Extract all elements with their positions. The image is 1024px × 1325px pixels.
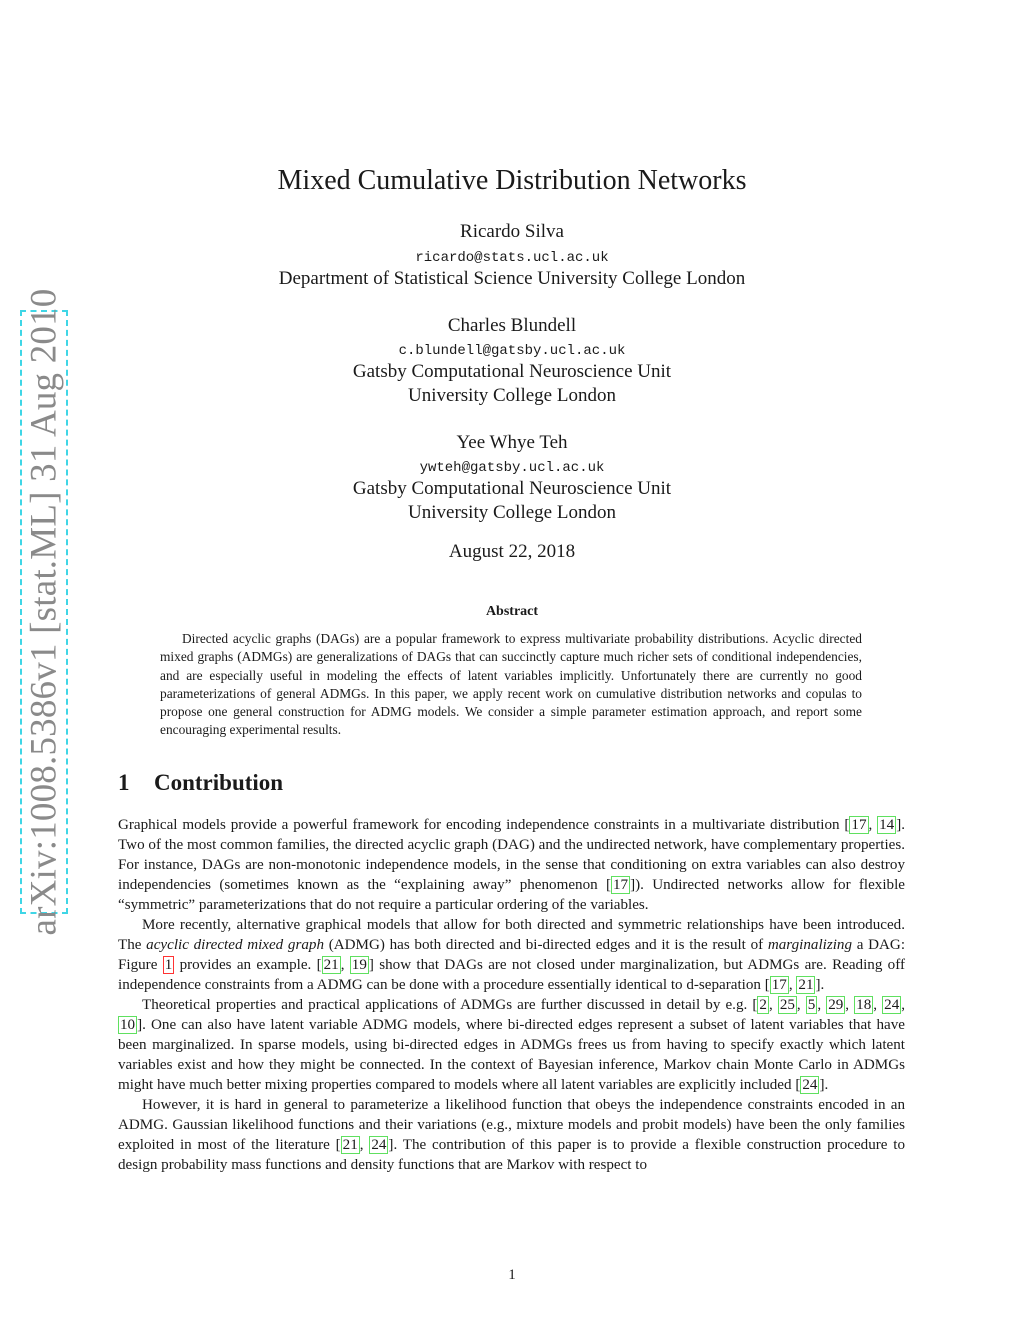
abstract — [160, 630, 862, 740]
citation-link[interactable]: 24 — [802, 1077, 818, 1093]
paragraph: Graphical models provide a powerful framework for encoding independence constraints in a multivariate distribution [ 17 , 14 ]. Two of the most common families, the directed acyclic graph (DAG) and the undirected network, have complementary properties. For instance, DAGs are non-monotonic independence models, in the sense that conditioning on extra variables can also destroy independencies (sometimes known as the “explaining away” phenomenon [ 17 ]). Undirected networks allow for flexible “symmetric” parameterizations that do not require a particular ordering of the variables. — [118, 817, 906, 913]
citation-link[interactable]: 17 — [851, 817, 867, 833]
citation-link[interactable]: 29 — [828, 997, 844, 1013]
citation-link[interactable]: 24 — [884, 997, 900, 1013]
citation-link[interactable]: 21 — [323, 957, 339, 973]
citation-link[interactable]: 14 — [879, 817, 895, 833]
paragraph: However, it is hard in general to parameterize a likelihood function that obeys the independence constraints encoded in an ADMG. Gaussian likelihood functions and their variations (e.g., mixture models and probit models) have been the only families exploited in most of the literature [ 21 , 24 ]. The contribution of this paper is to provide a flexible construction procedure to design probability mass functions and density functions that are Markov with respect to — [118, 1097, 906, 1173]
arxiv-identifier: arXiv:1008.5386v1 [stat.ML] 31 Aug 2010 — [23, 288, 65, 936]
author-name: Yee Whye Teh — [456, 432, 568, 453]
citation-link[interactable]: 10 — [120, 1017, 136, 1033]
author-email: c.blundell@gatsby.ucl.ac.uk — [398, 343, 626, 359]
page-number: 1 — [508, 1267, 516, 1283]
paper-date: August 22, 2018 — [448, 541, 576, 562]
section-heading — [118, 770, 283, 796]
citation-link[interactable]: 5 — [807, 997, 816, 1013]
citation-link[interactable]: 17 — [771, 977, 787, 993]
paragraph: Theoretical properties and practical applications of ADMGs are further discussed in detail by e.g. [ 2 , 25 , 5 , 29 , 18 , 24 , 10 ]. One can also have latent variable ADMG models, where bi-directed edges represent a subset of latent variables that have been marginalized. In sparse models, using bi-directed edges in ADMGs frees us from having to specify exactly which latent variables exist and how they might be connected. In the context of Bayesian inference, Markov chain Monte Carlo in ADMGs might have much better mixing properties compared to models where all latent variables are explicitly included [ 24 ]. — [118, 997, 906, 1093]
paper-title: Mixed Cumulative Distribution Networks — [277, 165, 747, 196]
abstract-text: Directed acyclic graphs (DAGs) are a popular framework to express multivariate probability distributions. Acyclic directed mixed graphs (ADMGs) are generalizations of DAGs that can succinctly capture much richer sets of conditional independencies, and are especially useful in modeling the effects of latent variables implicitly. Unfortunately there are currently no good parameterizations of general ADMGs. In this paper, we apply recent work on cumulative distribution networks and copulas to propose one general construction for ADMG models. We consider a simple parameter estimation approach, and report some encouraging experimental results. — [160, 631, 862, 738]
citation-link[interactable]: 18 — [856, 997, 872, 1013]
section-title: Contribution — [154, 770, 284, 795]
citation-link[interactable]: 2 — [759, 997, 767, 1013]
citation-link[interactable]: 24 — [371, 1137, 387, 1153]
paragraph: More recently, alternative graphical models that allow for both directed and symmetric relationships have been introduced. The acyclic directed mixed graph (ADMG) has both directed and bi-directed edges and it is the result of marginalizing a DAG: Figure 1 provides an example. [ 21 , 19 ] show that DAGs are not closed under marginalization, but ADMGs are. Reading off independence constraints from a ADMG can be done with a procedure essentially identical to d-separation [ 17 , 21 ]. — [118, 917, 906, 993]
author-affiliation: University College London — [408, 385, 616, 406]
citation-link[interactable]: 21 — [798, 977, 814, 993]
author-affiliation: Gatsby Computational Neuroscience Unit — [352, 478, 672, 499]
author-name: Charles Blundell — [447, 315, 577, 336]
author-email: ywteh@gatsby.ucl.ac.uk — [419, 460, 605, 476]
section-number: 1 — [118, 770, 130, 795]
citation-link[interactable]: 19 — [351, 957, 367, 973]
citation-link[interactable]: 25 — [779, 997, 795, 1013]
abstract-heading: Abstract — [485, 604, 539, 619]
author-affiliation: Department of Statistical Science University College London — [278, 268, 746, 289]
citation-link[interactable]: 21 — [342, 1137, 358, 1153]
section-body — [118, 815, 905, 1175]
author-name: Ricardo Silva — [460, 221, 564, 242]
author-affiliation: Gatsby Computational Neuroscience Unit — [352, 361, 672, 382]
author-email: ricardo@stats.ucl.ac.uk — [415, 250, 609, 266]
figure-link[interactable]: 1 — [164, 957, 173, 973]
citation-link[interactable]: 17 — [613, 877, 629, 893]
author-affiliation: University College London — [408, 502, 616, 523]
